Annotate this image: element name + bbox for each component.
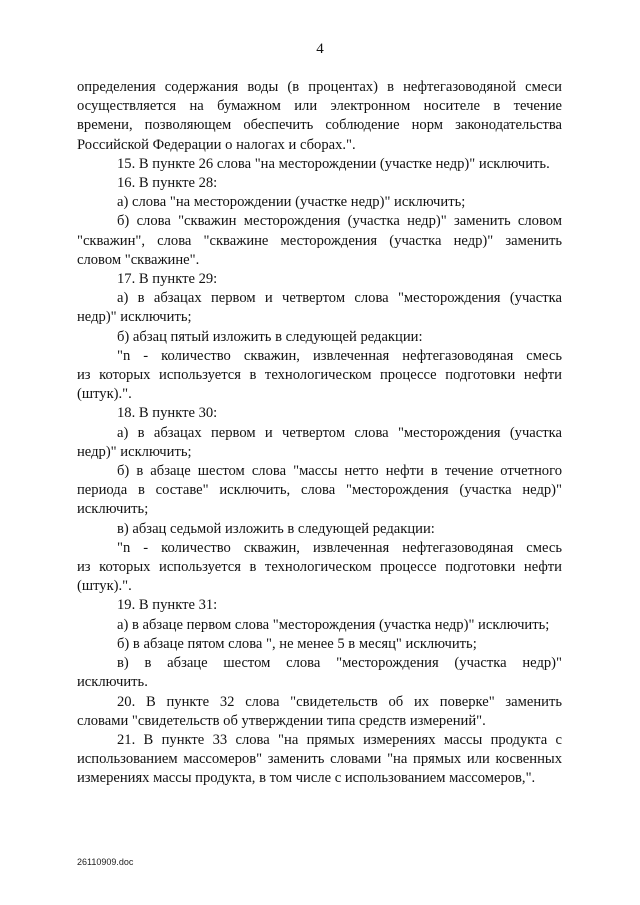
text-line: словами "свидетельств об утверждении типа средств измерений". (77, 712, 486, 729)
text-line: "скважин", слова "скважине месторождения (участка недр)" заменить (77, 232, 562, 249)
text-line: б) в абзаце пятом слова ", не менее 5 в месяц" исключить; (117, 635, 477, 652)
text-line: недр)" исключить; (77, 443, 192, 460)
text-line: 20. В пункте 32 слова "свидетельств об их поверке" заменить (117, 693, 562, 710)
text-line: "n - количество скважин, извлеченная нефтегазоводяная смесь (117, 539, 562, 556)
text-line: (штук).". (77, 386, 132, 403)
text-line: использованием массомеров" заменить словами "на прямых или косвенных (77, 751, 562, 768)
text-line: 17. В пункте 29: (117, 271, 218, 288)
text-line: Российской Федерации о налогах и сборах.". (77, 136, 356, 153)
text-line: а) слова "на месторождении (участке недр)" исключить; (117, 194, 466, 211)
text-line: в) в абзаце шестом слова "месторождения (участка недр)" (117, 655, 562, 672)
text-line: определения содержания воды (в процентах) в нефтегазоводяной смеси (77, 79, 562, 95)
text-line: в) абзац седьмой изложить в следующей редакции: (117, 520, 435, 537)
text-line: а) в абзацах первом и четвертом слова "месторождения (участка (117, 290, 562, 307)
text-line: а) в абзаце первом слова "месторождения (участка недр)" исключить; (117, 616, 550, 633)
document-footer-filename: 26110909.doc (77, 857, 134, 867)
text-line: (штук).". (77, 578, 132, 595)
document-body (77, 78, 562, 789)
text-line: 21. В пункте 33 слова "на прямых измерениях массы продукта с (117, 731, 562, 748)
text-line: б) в абзаце шестом слова "массы нетто нефти в течение отчетного (117, 463, 562, 480)
text-line: 15. В пункте 26 слова "на месторождении (участке недр)" исключить. (117, 155, 550, 172)
text-line: исключить; (77, 501, 149, 518)
text-line: 19. В пункте 31: (117, 597, 218, 614)
text-line: б) абзац пятый изложить в следующей редакции: (117, 328, 423, 345)
text-line: 18. В пункте 30: (117, 405, 218, 422)
text-line: осуществляется на бумажном или электронном носителе в течение (77, 98, 562, 115)
text-line: 16. В пункте 28: (117, 175, 218, 192)
text-line: "n - количество скважин, извлеченная нефтегазоводяная смесь (117, 347, 562, 364)
text-line: из которых используется в технологическом процессе подготовки нефти (77, 559, 562, 576)
text-line: недр)" исключить; (77, 309, 192, 326)
text-line: словом "скважине". (77, 251, 200, 268)
text-line: периода в составе" исключить, слова "месторождения (участка недр)" (77, 482, 562, 499)
text-line: времени, позволяющем обеспечить соблюдение норм законодательства (77, 117, 562, 134)
text-line: из которых используется в технологическом процессе подготовки нефти (77, 367, 562, 384)
text-line: измерениях массы продукта, в том числе с использованием массомеров,". (77, 770, 536, 787)
text-line: исключить. (77, 674, 148, 691)
page-number: 4 (316, 41, 324, 57)
text-line: а) в абзацах первом и четвертом слова "месторождения (участка (117, 424, 562, 441)
text-line: б) слова "скважин месторождения (участка недр)" заменить словом (117, 213, 562, 230)
